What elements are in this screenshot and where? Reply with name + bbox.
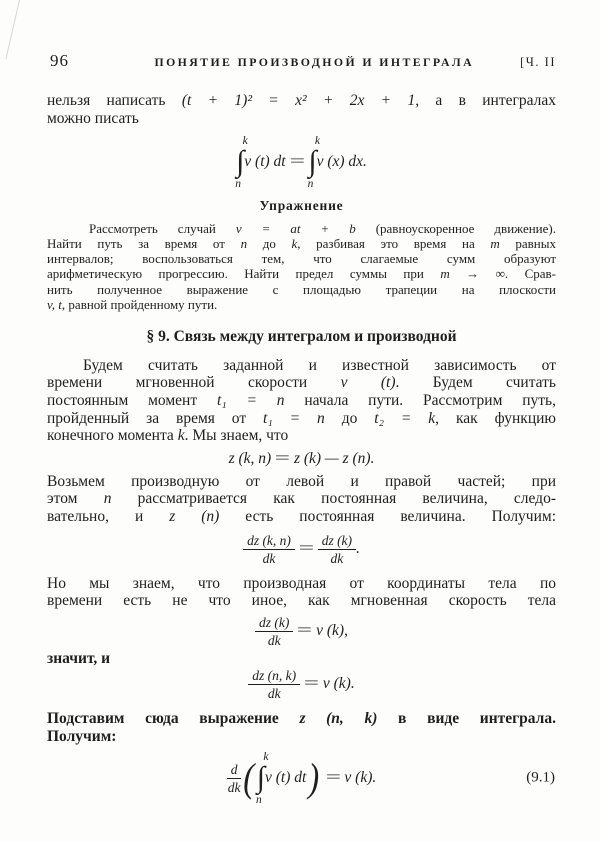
text-segment: вательно, и <box>47 507 170 525</box>
text-line <box>47 236 556 251</box>
text-segment: в виде интеграла. <box>377 710 556 728</box>
text-line <box>47 92 556 110</box>
text-segment: нельзя написать <box>47 92 182 109</box>
equals-sign: = <box>298 540 314 557</box>
exercise-heading: Упражнение <box>259 198 344 214</box>
fraction <box>227 762 242 795</box>
scan-edge-artifact <box>5 0 21 59</box>
integral-lower-limit: n <box>307 177 314 190</box>
running-title: ПОНЯТИЕ ПРОИЗВОДНОЙ И ИНТЕГРАЛА <box>154 55 475 69</box>
inline-variable: k <box>291 236 298 252</box>
paragraph-4 <box>47 710 556 745</box>
intro-paragraph <box>47 92 556 127</box>
integral-lower-limit: n <box>235 177 242 190</box>
chapter-reference: [Ч. II <box>520 55 556 69</box>
text-line <box>47 427 556 445</box>
integral-upper-limit: k <box>242 134 248 147</box>
fraction <box>255 615 293 648</box>
text-line: можно писать <box>47 109 139 127</box>
inline-formula: t₁ = n <box>263 409 325 427</box>
inline-formula: t₂ = k <box>374 409 436 427</box>
fraction-numerator: d <box>227 762 242 779</box>
inline-formula: z (n) <box>169 507 220 525</box>
text-line <box>47 297 556 312</box>
text-segment: (равноускоренное движение). <box>355 221 556 237</box>
text-segment: пройденный за время от <box>47 409 264 427</box>
page-number: 96 <box>50 51 69 70</box>
display-formula-integrals <box>47 136 556 188</box>
inline-formula: (t + 1)² = x² + 2x + 1, <box>181 92 420 109</box>
inline-variable: v, t <box>47 296 62 312</box>
text-segment: арифметическую прогрессию. Найти предел суммы при <box>47 266 441 282</box>
fraction-denominator: dk <box>262 550 276 566</box>
text-line: времени есть не что иное, как мгновенная скорость тела <box>47 592 556 610</box>
inline-formula: v (t) <box>340 374 396 392</box>
display-formula-final <box>47 752 556 804</box>
integral-upper-limit: k <box>263 750 269 763</box>
text-line: интервалов; воспользоваться тем, что слагаемые сумм образуют <box>47 251 556 267</box>
equals-sign: = <box>297 622 313 640</box>
fraction-denominator: dk <box>267 685 281 701</box>
fraction-denominator: dk <box>330 550 344 566</box>
integral-upper-limit: k <box>314 134 321 147</box>
text-line: Будем считать заданной и известной зависимость от <box>83 356 556 374</box>
formula-rhs: z (k) — z (n). <box>293 449 375 467</box>
inline-variable: n <box>103 490 112 508</box>
equals-sign: = <box>289 153 305 171</box>
text-segment: , как функцию <box>435 409 556 427</box>
equals-sign: = <box>303 675 320 693</box>
text-segment: . Будем считать <box>395 374 556 392</box>
inline-variable: k <box>177 427 185 445</box>
text-segment: Подставим сюда выражение <box>47 710 300 728</box>
integral-group <box>307 134 321 190</box>
text-segment: . Мы знаем, что <box>184 427 289 445</box>
page-content <box>47 0 556 804</box>
close-paren: ) <box>308 755 320 801</box>
text-line <box>47 392 556 410</box>
exercise-paragraph <box>47 221 556 312</box>
text-segment: , равной пройденному пути. <box>61 296 218 312</box>
text-line <box>47 221 556 236</box>
formula-period: . <box>356 540 360 557</box>
inline-formula: m → ∞ <box>440 266 505 282</box>
text-segment: Рассмотреть случай <box>89 221 236 237</box>
text-segment: Найти путь за время от <box>47 236 241 252</box>
connector-text: значит, и <box>47 649 111 667</box>
fraction-numerator: dz (k, n) <box>243 533 295 550</box>
text-line: Возьмем производную от левой и правой частей; при <box>47 472 556 490</box>
integral-icon: ∫ <box>308 144 317 178</box>
paragraph-3 <box>47 575 556 610</box>
text-segment: а в интегралах <box>419 92 556 109</box>
inline-variable: m <box>490 236 500 252</box>
display-formula-vk2 <box>47 667 556 701</box>
equals-sign: = <box>325 769 341 787</box>
text-line: Но мы знаем, что производная от координаты тела по <box>47 574 556 592</box>
text-line <box>47 374 556 392</box>
text-segment: до <box>324 409 375 427</box>
text-segment: , разбивая это время на <box>297 236 491 252</box>
formula-rhs: v (k). <box>344 769 377 787</box>
formula-lhs: z (k, n) <box>228 449 272 467</box>
text-segment: есть постоянная величина. Получим: <box>219 507 557 525</box>
text-line <box>47 266 556 281</box>
paragraph-2 <box>47 473 556 526</box>
inline-variable: n <box>240 236 248 252</box>
fraction <box>248 668 300 701</box>
formula-rhs: v (x) dx. <box>316 153 367 171</box>
integral-group <box>256 750 269 806</box>
open-paren: ( <box>243 755 255 801</box>
equals-sign: = <box>274 449 291 467</box>
text-segment: начала пути. Рассмотрим путь, <box>284 391 556 409</box>
text-line <box>47 410 556 428</box>
display-formula-vk1 <box>47 615 556 648</box>
text-segment: времени мгновенной скорости <box>47 374 341 392</box>
text-segment: конечного момента <box>47 427 178 445</box>
fraction <box>243 533 295 566</box>
text-segment: . Срав- <box>504 266 556 282</box>
display-formula-dz <box>47 533 556 566</box>
text-segment: постоянным момент <box>47 391 217 409</box>
text-line <box>47 508 556 526</box>
fraction-numerator: dz (k) <box>318 533 356 550</box>
fraction <box>318 533 356 566</box>
formula-body: v (t) dt <box>265 769 307 787</box>
fraction-numerator: dz (k) <box>255 615 293 632</box>
text-segment: этом <box>47 490 104 508</box>
integral-icon: ∫ <box>236 144 245 178</box>
integral-lower-limit: n <box>256 793 262 806</box>
fraction-denominator: dk <box>267 632 281 648</box>
integral-group <box>235 134 248 190</box>
text-line <box>47 710 556 728</box>
text-segment: равных <box>499 236 556 252</box>
inline-formula: t₁ = n <box>216 391 285 409</box>
formula-rhs: v (k). <box>322 675 355 693</box>
paragraph-1 <box>47 357 556 445</box>
page-header <box>47 53 556 71</box>
display-formula-z <box>47 450 556 468</box>
inline-formula: v = at + b <box>235 221 356 237</box>
text-line <box>47 490 556 508</box>
equation-tag: (9.1) <box>526 769 555 786</box>
text-segment: рассматривается как постоянная величина, следо- <box>111 490 556 508</box>
fraction-denominator: dk <box>227 779 241 795</box>
inline-formula: z (n, k) <box>299 710 378 728</box>
formula-rhs: v (k), <box>316 622 348 640</box>
text-segment: до <box>247 236 292 252</box>
text-line: нить полученное выражение с площадью трапеции на плоскости <box>47 281 556 297</box>
integral-icon: ∫ <box>256 760 266 794</box>
fraction-numerator: dz (n, k) <box>248 668 300 685</box>
section-heading: § 9. Связь между интегралом и производной <box>146 327 457 345</box>
formula-lhs: v (t) dt <box>244 153 286 171</box>
text-line: Получим: <box>47 727 117 745</box>
